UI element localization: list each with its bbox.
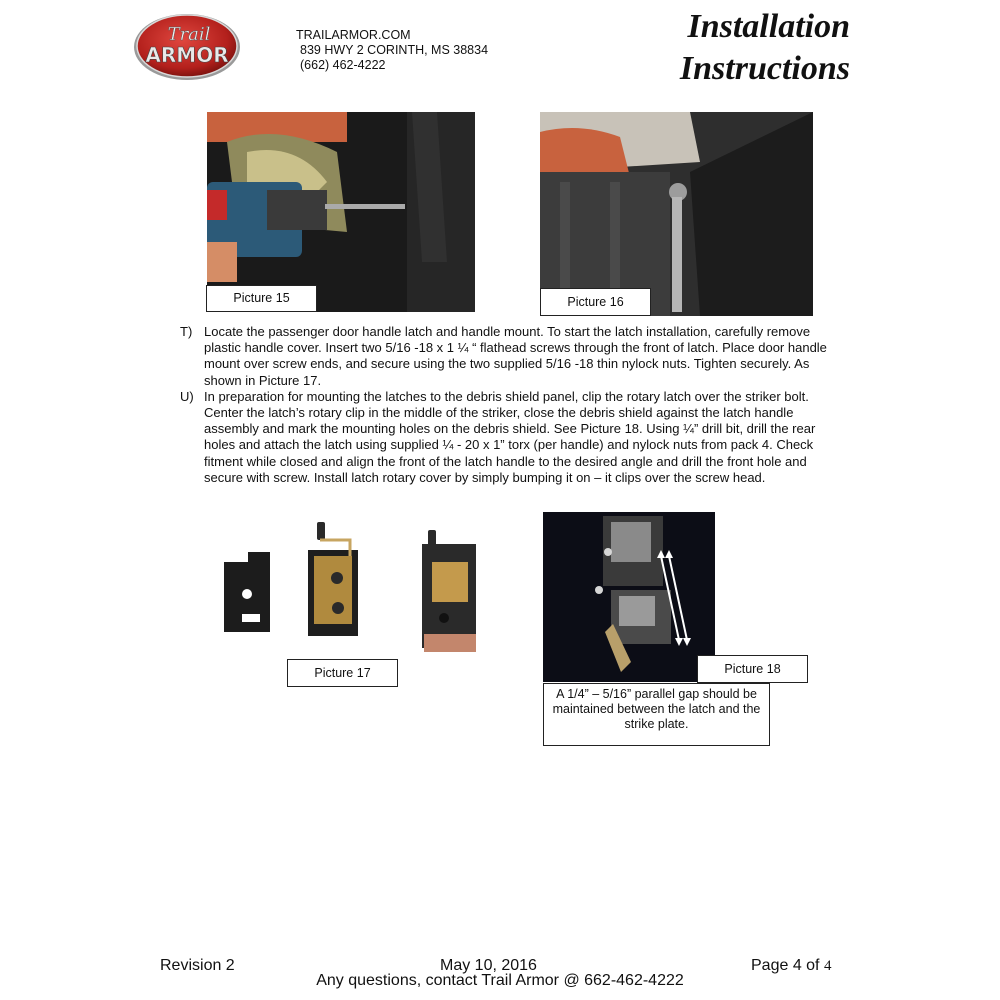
step-u-letter: U)	[180, 388, 194, 404]
picture-18-photo	[543, 512, 715, 682]
picture-17-caption: Picture 17	[287, 659, 398, 687]
company-website: TRAILARMOR.COM	[296, 28, 411, 42]
picture-15-photo	[207, 112, 475, 312]
company-address: 839 HWY 2 CORINTH, MS 38834	[300, 43, 489, 57]
picture-16-caption: Picture 16	[540, 288, 651, 316]
step-u-text: In preparation for mounting the latches to the debris shield panel, clip the rotary latch over the striker bolt. Center the latch’s rotary clip in the middle of the striker, close the debris shield against the latch handle assembly and mark the mounting holes on the debris shield. See Picture 18. Using ¼” drill bit, drill the rear holes and attach the latch using supplied ¼ - 20 x 1” torx (per handle) and nylock nuts from pack 4. Check fitment while closed and align the front of the latch handle to the desired angle and drill the front hole and secure with screw. Install latch rotary cover by simply bumping it on – it clips over the screw head.	[204, 388, 816, 485]
title-line-2: Instructions	[679, 50, 850, 87]
company-info	[296, 28, 489, 73]
step-t-text: Locate the passenger door handle latch and handle mount. To start the latch installation, carefully remove plastic handle cover. Insert two 5/16 -18 x 1 ¼ “ flathead screws through the front of latch. Place door handle mount over screw ends, and secure using the two supplied 5/16 -18 thin nylock nuts. Tighten securely. As shown in Picture 17.	[204, 324, 827, 388]
footer-contact: Any questions, contact Trail Armor @ 662-462-4222	[316, 972, 684, 989]
step-t	[180, 324, 845, 389]
page-title	[680, 6, 850, 90]
instruction-steps	[180, 324, 845, 486]
svg-text:ARMOR: ARMOR	[145, 43, 229, 67]
step-t-letter: T)	[180, 324, 193, 339]
picture-18-gap-note: A 1/4” – 5/16” parallel gap should be maintained between the latch and the strike plate.	[543, 683, 770, 746]
trail-armor-logo	[132, 10, 242, 82]
picture-15-caption: Picture 15	[206, 285, 317, 312]
picture-17-photo	[220, 522, 485, 658]
picture-18-caption: Picture 18	[697, 655, 808, 683]
company-phone: (662) 462-4222	[300, 58, 386, 72]
footer-page-prefix: Page 4 of	[751, 957, 824, 974]
footer-page-total: 4	[823, 958, 832, 974]
svg-text:Trail: Trail	[167, 24, 211, 45]
title-line-1: Installation	[687, 8, 850, 45]
step-u	[180, 389, 845, 486]
footer-date: May 10, 2016	[440, 957, 537, 974]
footer-revision: Revision 2	[160, 957, 235, 974]
picture-16-photo	[540, 112, 813, 316]
